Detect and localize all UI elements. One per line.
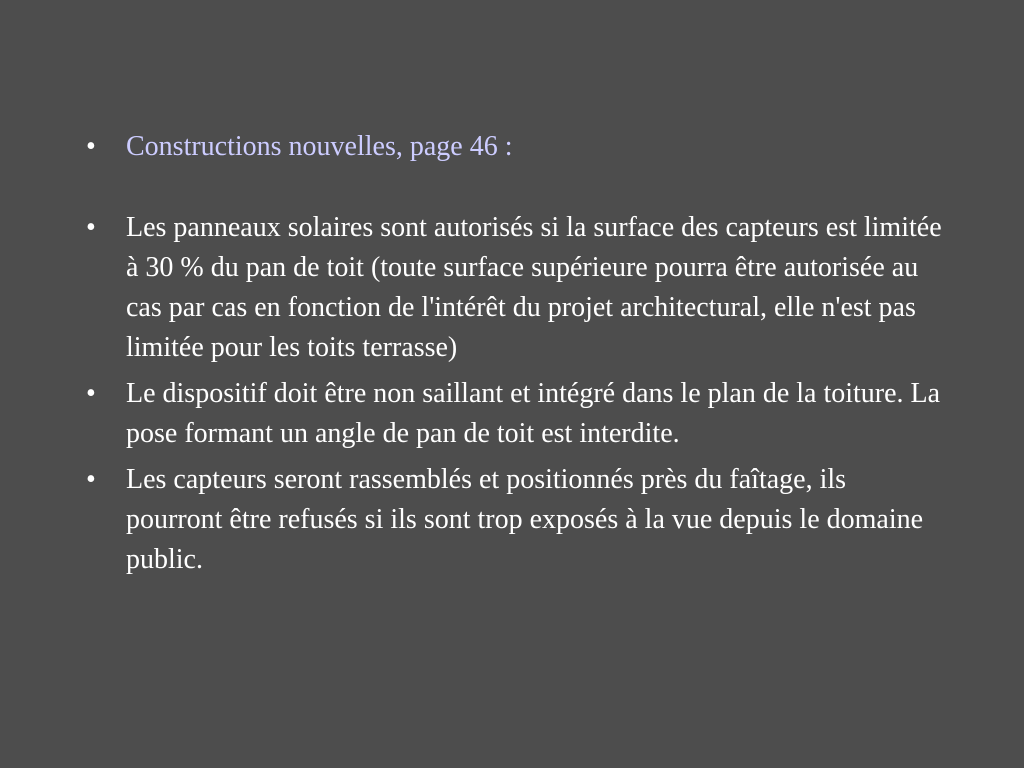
bullet-dot-icon: • <box>86 212 96 243</box>
bullet-text: Les capteurs seront rassemblés et positionnés près du faîtage, ils pourront être refusés si ils sont trop exposés à la vue depuis le domaine public. <box>126 464 924 575</box>
bullet-list <box>86 127 946 580</box>
bullet-text: Le dispositif doit être non saillant et intégré dans le plan de la toiture. La pose formant un angle de pan de toit est interdite. <box>126 378 941 449</box>
bullet-dot-icon: • <box>86 131 96 162</box>
bullet-item <box>86 374 946 454</box>
bullet-dot-icon: • <box>86 378 96 409</box>
bullet-text: Les panneaux solaires sont autorisés si la surface des capteurs est limitée à 30 % du pan de toit (toute surface supérieure pourra être autorisée au cas par cas en fonction de l'intérêt du projet architectural, elle n'est pas limitée pour les toits terrasse) <box>126 212 942 363</box>
bullet-item <box>86 208 946 368</box>
bullet-dot-icon: • <box>86 464 96 495</box>
bullet-item-heading <box>86 127 946 167</box>
bullet-text: Constructions nouvelles, page 46 : <box>126 131 513 162</box>
bullet-item <box>86 460 946 580</box>
